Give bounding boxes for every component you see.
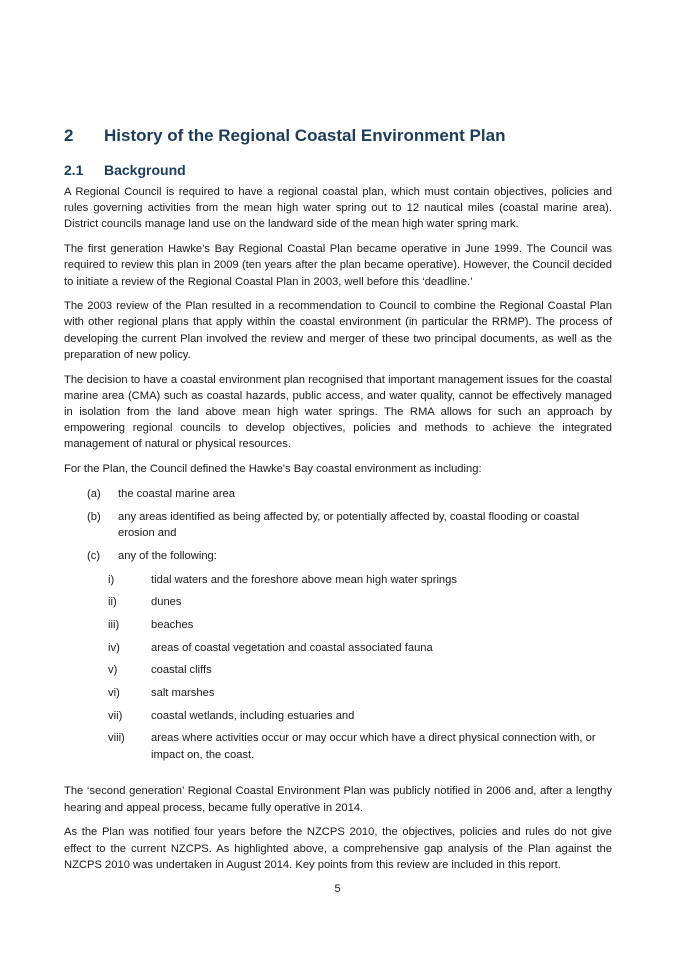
sub-list-marker: iv) [108, 641, 120, 654]
section-heading [64, 126, 624, 146]
sub-list-item [108, 662, 612, 678]
list-item-text: the coastal marine area [118, 487, 235, 500]
list-marker: (c) [87, 550, 101, 563]
sub-list-item-text: beaches [151, 618, 194, 631]
sub-list-item [108, 617, 612, 633]
paragraph: For the Plan, the Council defined the Hawke's Bay coastal environment as including: [64, 463, 482, 476]
list-item [87, 509, 612, 541]
sub-list-item-text: tidal waters and the foreshore above mean high water springs [151, 573, 457, 586]
sub-list-item [108, 594, 612, 610]
sub-list-marker: vii) [108, 709, 123, 722]
sub-list-item-text: coastal wetlands, including estuaries and [151, 709, 355, 722]
page-number: 5 [334, 883, 341, 895]
sub-list-item-text: salt marshes [151, 687, 215, 700]
subsection-number: 2.1 [64, 162, 84, 178]
sub-list-marker: vi) [108, 687, 120, 700]
list-item-text: any of the following: [118, 550, 217, 563]
sub-list-item [108, 708, 612, 724]
paragraph: The decision to have a coastal environment plan recognised that important management issues for the coastal marine area (CMA) such as coastal hazards, public access, and water quality, cannot be effectively managed in isolation from the land above mean high water springs. The RMA allows for such an approach by empowering regional councils to develop objectives, policies and methods to achieve the integrated management of natural or physical resources. [64, 373, 612, 451]
paragraph: As the Plan was notified four years before the NZCPS 2010, the objectives, policies and rules do not give effect to the current NZCPS. As highlighted above, a comprehensive gap analysis of the Plan against the NZCPS 2010 was undertaken in August 2014. Key points from this review are included in this report. [64, 826, 612, 871]
paragraph: A Regional Council is required to have a regional coastal plan, which must contain objectives, policies and rules governing activities from the mean high water spring out to 12 nautical miles (coastal marine area). District councils manage land use on the landward side of the mean high water spring mark. [64, 186, 612, 231]
section-title: History of the Regional Coastal Environment Plan [104, 126, 506, 145]
spacer [64, 769, 612, 783]
list-item-text: any areas identified as being affected by, or potentially affected by, coastal flooding or coastal erosion and [118, 510, 580, 540]
list-item [87, 548, 612, 564]
list-marker: (b) [87, 510, 101, 523]
paragraph: The ‘second generation’ Regional Coastal Environment Plan was publicly notified in 2006 and, after a lengthy hearing and appeal process, became fully operative in 2014. [64, 785, 612, 814]
definition-list [87, 486, 612, 565]
sub-list-marker: iii) [108, 618, 120, 631]
sub-list-item-text: areas where activities occur or may occur which have a direct physical connection with, or impact on, the coast. [151, 732, 596, 761]
sub-list-item [108, 685, 612, 701]
section-number: 2 [64, 126, 74, 145]
sub-list-item-text: coastal cliffs [151, 664, 212, 677]
subsection-title: Background [104, 162, 186, 178]
list-item [87, 486, 612, 502]
paragraph: The first generation Hawke’s Bay Regional Coastal Plan became operative in June 1999. The Council was required to review this plan in 2009 (ten years after the plan became operative). However, the Council decided to initiate a review of the Regional Coastal Plan in 2003, well before this ‘deadline.’ [64, 243, 612, 288]
sub-list-marker: v) [108, 664, 118, 677]
sub-list [108, 572, 612, 763]
sub-list-marker: i) [108, 573, 115, 586]
sub-list-marker: viii) [108, 732, 125, 745]
sub-list-item [108, 572, 612, 588]
sub-list-item-text: areas of coastal vegetation and coastal associated fauna [151, 641, 433, 654]
sub-list-item-text: dunes [151, 596, 182, 609]
sub-list-marker: ii) [108, 596, 117, 609]
body-text [64, 184, 612, 881]
sub-list-item [108, 640, 612, 656]
subsection-heading [64, 162, 624, 178]
list-marker: (a) [87, 487, 101, 500]
sub-list-item [108, 730, 612, 762]
paragraph: The 2003 review of the Plan resulted in a recommendation to Council to combine the Regional Coastal Plan with other regional plans that apply within the coastal environment (in particular the RRMP). The process of developing the current Plan involved the review and merger of these two principal documents, as well as the preparation of new policy. [64, 300, 612, 361]
